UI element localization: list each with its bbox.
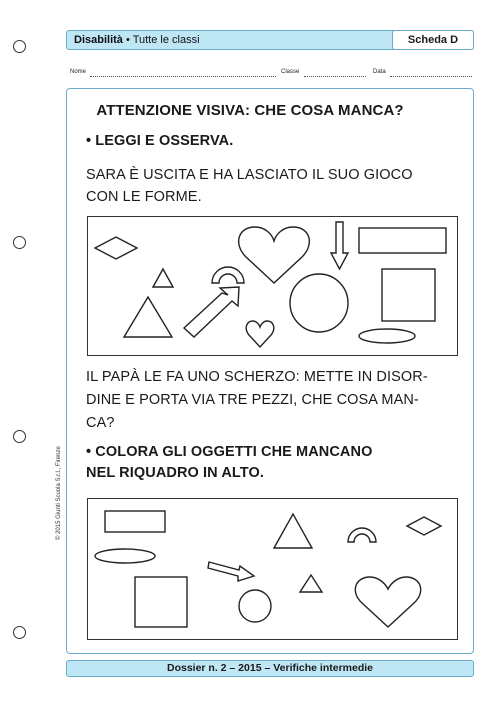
right-arrow-shape	[208, 562, 254, 581]
footer-bar: Dossier n. 2 – 2015 – Verifiche intermedie	[66, 660, 474, 677]
student-fields	[66, 69, 474, 81]
sheet-label: Scheda D	[392, 30, 474, 50]
header-bullet: •	[125, 34, 130, 46]
classes-label: Tutte le classi	[132, 34, 200, 46]
subject-label: Disabilità	[74, 34, 123, 46]
triangle-shape	[274, 514, 312, 548]
diamond-shape	[95, 237, 137, 259]
header-bar	[66, 30, 474, 50]
prank-line-2: DINE E PORTA VIA TRE PEZZI, CHE COSA MAN-	[86, 392, 419, 408]
heart-shape	[355, 577, 420, 627]
circle-shape	[239, 590, 271, 622]
down-arrow-shape	[331, 222, 348, 269]
class-line[interactable]	[304, 76, 366, 77]
binder-hole-3	[13, 430, 26, 443]
diamond-shape	[407, 517, 441, 535]
heart-shape	[239, 227, 310, 283]
circle-shape	[290, 274, 348, 332]
big-triangle-shape	[124, 297, 172, 337]
semicircle-arch-shape	[212, 267, 244, 283]
ellipse-shape	[95, 549, 155, 563]
name-label: Nome	[70, 69, 87, 75]
instruction-color-1: • COLORA GLI OGGETTI CHE MANCANO	[86, 444, 373, 460]
prank-line-1: IL PAPÀ LE FA UNO SCHERZO: METTE IN DISOR-	[86, 369, 428, 385]
square-shape	[135, 577, 187, 627]
wide-rectangle-shape	[105, 511, 165, 532]
date-line[interactable]	[390, 76, 472, 77]
copyright-notice: © 2015 Giunti Scuola S.r.l., Firenze	[56, 446, 62, 540]
diagonal-arrow-shape	[184, 287, 239, 337]
story-line-1: SARA È USCITA E HA LASCIATO IL SUO GIOCO	[86, 167, 413, 183]
class-label: Classe	[281, 69, 300, 75]
small-heart-shape	[246, 321, 274, 347]
wide-rectangle-shape	[359, 228, 446, 253]
binder-hole-4	[13, 626, 26, 639]
binder-hole-2	[13, 236, 26, 249]
story-line-2: CON LE FORME.	[86, 189, 202, 205]
small-triangle-shape	[153, 269, 173, 287]
date-label: Data	[373, 69, 386, 75]
page-title: ATTENZIONE VISIVA: CHE COSA MANCA?	[96, 102, 404, 119]
instruction-read: • LEGGI E OSSERVA.	[86, 133, 234, 149]
small-triangle-shape	[300, 575, 322, 592]
ellipse-shape	[359, 329, 415, 343]
semicircle-arch-shape	[348, 528, 376, 542]
header-subject	[74, 34, 200, 46]
shapes-box-original	[87, 216, 458, 356]
name-line[interactable]	[90, 76, 276, 77]
binder-hole-1	[13, 40, 26, 53]
shapes-box-rearranged	[87, 498, 458, 640]
square-shape	[382, 269, 435, 321]
prank-line-3: CA?	[86, 415, 115, 431]
instruction-color-2: NEL RIQUADRO IN ALTO.	[86, 465, 264, 481]
